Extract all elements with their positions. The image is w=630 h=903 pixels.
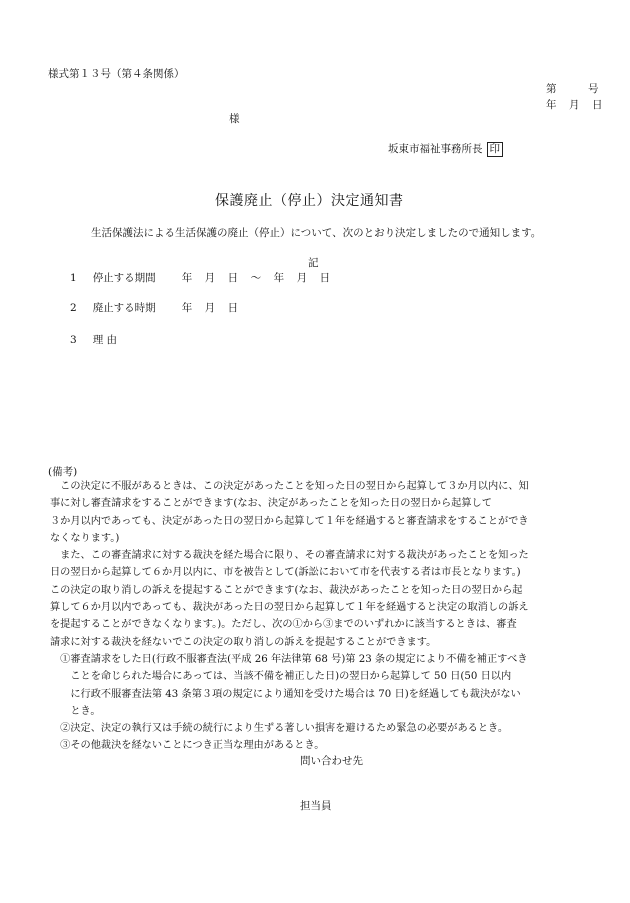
notes-line: 算して６か月以内であっても、裁決があった日の翌日から起算して１年を経過すると決定の取消しの訴え: [50, 602, 529, 614]
issue-date: 年 月 日: [546, 99, 604, 111]
notes-line: この決定に不服があるときは、この決定があったことを知った日の翌日から起算して３か月以内に、知: [50, 481, 529, 492]
form-label: 様式第１３号（第４条関係）: [48, 68, 185, 80]
notes-line: ことを命じられた場合にあっては、当該不備を補正した日)の翌日から起算して 50 日(50 日以内: [50, 671, 512, 683]
item-1: [70, 270, 331, 285]
contact-label: 問い合わせ先: [300, 755, 363, 767]
item-number: 3: [70, 334, 77, 346]
item-label: 廃止する時期: [92, 302, 156, 314]
notes-body: [50, 478, 605, 755]
notes-line: また、この審査請求に対する裁決を経た場合に限り、その審査請求に対する裁決があったことを知った: [50, 550, 529, 562]
intro-text: 生活保護法による生活保護の廃止（停止）について、次のとおり決定しましたので通知します。: [91, 227, 542, 239]
notes-line: ３か月以内であっても、決定があった日の翌日から起算して１年を経過すると審査請求をすることができ: [50, 515, 529, 527]
notes-line: ②決定、決定の執行又は手続の続行により生ずる著しい損害を避けるため緊急の必要があるとき。: [50, 723, 509, 735]
notes-line: とき。: [50, 705, 101, 717]
notes-line: ③その他裁決を経ないことにつき正当な理由があるとき。: [50, 740, 325, 752]
notes-line: ①審査請求をした日(行政不服審査法(平成 26 年法律第 68 号)第 23 条の規定により不備を補正すべき: [50, 653, 528, 665]
item-value: 年 月 日 ～ 年 月 日: [181, 272, 332, 284]
item-label: 停止する期間: [92, 272, 156, 284]
ki-heading: 記: [308, 257, 319, 269]
staff-label: 担当員: [300, 800, 332, 812]
seal-mark: 印: [487, 142, 504, 157]
item-label: 理 由: [92, 334, 118, 346]
document-title: 保護廃止（停止）決定通知書: [215, 193, 404, 209]
item-2: [70, 300, 239, 315]
issuer-block: [388, 141, 503, 157]
notes-line: 請求に対する裁決を経ないでこの決定の取り消しの訴えを提起することができます。: [50, 636, 437, 648]
document-number: 第 号: [546, 83, 599, 95]
notes-heading: (備考): [48, 466, 78, 478]
notes-line: なくなります。): [50, 532, 120, 544]
item-3: [70, 332, 117, 347]
notes-line: 日の翌日から起算して６か月以内に、市を被告として(訴訟において市を代表する者は市長となります。): [50, 567, 521, 579]
notes-line: を提起することができなくなります。)。ただし、次の①から③までのいずれかに該当するときは、審査: [50, 619, 517, 631]
item-number: 1: [70, 272, 77, 284]
notes-line: に行政不服審査法第 43 条第３項の規定により通知を受けた場合は 70 日)を経過しても裁決がない: [50, 688, 521, 700]
notes-line: この決定の取り消しの訴えを提起することができます(なお、裁決があったことを知った日の翌日から起: [50, 584, 523, 596]
item-value: 年 月 日: [181, 302, 240, 314]
addressee-suffix: 様: [229, 113, 240, 125]
item-number: 2: [70, 302, 77, 314]
notes-line: 事に対し審査請求をすることができます(なお、決定があったことを知った日の翌日から起算して: [50, 498, 492, 510]
issuer-name: 坂東市福祉事務所長: [388, 143, 483, 155]
